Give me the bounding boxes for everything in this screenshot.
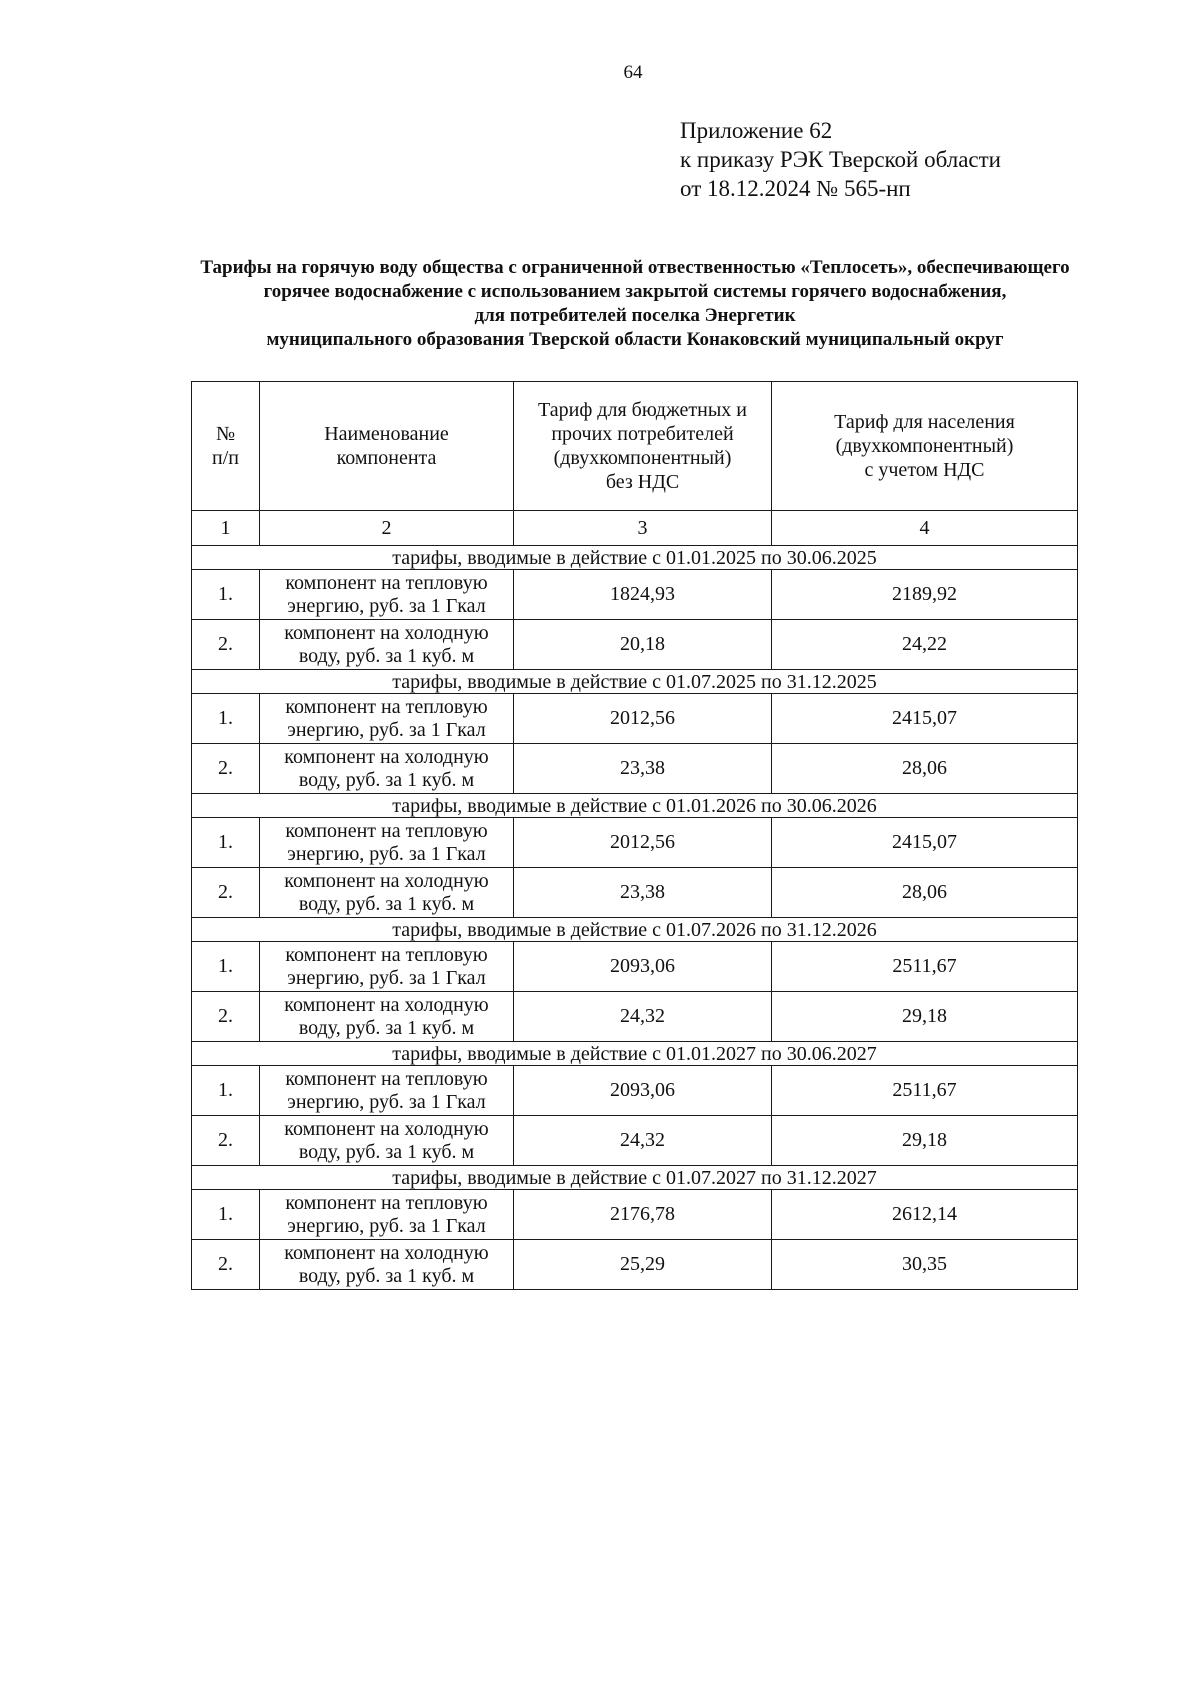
population-tariff-value: 2612,14 bbox=[772, 1190, 1078, 1240]
table-row bbox=[192, 868, 1078, 918]
period-label: тарифы, вводимые в действие с 01.07.2026 по 31.12.2026 bbox=[192, 918, 1078, 942]
component-name: компонент на холодную воду, руб. за 1 куб. м bbox=[260, 992, 514, 1042]
budget-tariff-value: 24,32 bbox=[514, 1116, 772, 1166]
population-tariff-value: 30,35 bbox=[772, 1240, 1078, 1290]
title-line: горячее водоснабжение с использованием закрытой системы горячего водоснабжения, bbox=[263, 281, 1007, 302]
component-name: компонент на холодную воду, руб. за 1 куб. м bbox=[260, 1240, 514, 1290]
budget-tariff-value: 2093,06 bbox=[514, 1066, 772, 1116]
table-row bbox=[192, 744, 1078, 794]
budget-tariff-value: 2012,56 bbox=[514, 694, 772, 744]
column-number: 1 bbox=[192, 511, 260, 546]
budget-tariff-value: 20,18 bbox=[514, 620, 772, 670]
component-name: компонент на холодную воду, руб. за 1 куб. м bbox=[260, 868, 514, 918]
table-row bbox=[192, 1240, 1078, 1290]
row-number: 1. bbox=[192, 694, 260, 744]
header-population-tariff: Тариф для населения (двухкомпонентный) с учетом НДС bbox=[772, 382, 1078, 511]
period-row bbox=[192, 918, 1078, 942]
population-tariff-value: 2189,92 bbox=[772, 570, 1078, 620]
population-tariff-value: 2511,67 bbox=[772, 1066, 1078, 1116]
row-number: 2. bbox=[192, 620, 260, 670]
table-row bbox=[192, 1190, 1078, 1240]
period-label: тарифы, вводимые в действие с 01.01.2026 по 30.06.2026 bbox=[192, 794, 1078, 818]
table-row bbox=[192, 1066, 1078, 1116]
population-tariff-value: 2511,67 bbox=[772, 942, 1078, 992]
document-title bbox=[90, 256, 1180, 352]
header-number: № п/п bbox=[192, 382, 260, 511]
row-number: 1. bbox=[192, 570, 260, 620]
population-tariff-value: 29,18 bbox=[772, 1116, 1078, 1166]
row-number: 2. bbox=[192, 1116, 260, 1166]
row-number: 1. bbox=[192, 1066, 260, 1116]
population-tariff-value: 28,06 bbox=[772, 868, 1078, 918]
component-name: компонент на холодную воду, руб. за 1 куб. м bbox=[260, 1116, 514, 1166]
tariff-table bbox=[191, 381, 1078, 1290]
row-number: 1. bbox=[192, 1190, 260, 1240]
component-name: компонент на тепловую энергию, руб. за 1 Гкал bbox=[260, 694, 514, 744]
budget-tariff-value: 2176,78 bbox=[514, 1190, 772, 1240]
period-row bbox=[192, 670, 1078, 694]
column-number: 3 bbox=[514, 511, 772, 546]
component-name: компонент на тепловую энергию, руб. за 1 Гкал bbox=[260, 570, 514, 620]
table-row bbox=[192, 620, 1078, 670]
component-name: компонент на тепловую энергию, руб. за 1 Гкал bbox=[260, 818, 514, 868]
table-row bbox=[192, 942, 1078, 992]
period-label: тарифы, вводимые в действие с 01.07.2027 по 31.12.2027 bbox=[192, 1166, 1078, 1190]
title-line: для потребителей поселка Энергетик bbox=[474, 305, 796, 326]
title-line: Тарифы на горячую воду общества с ограниченной отвественностью «Теплосеть», обеспечивающего bbox=[200, 257, 1070, 278]
table-row bbox=[192, 570, 1078, 620]
appendix-line: от 18.12.2024 № 565-нп bbox=[680, 176, 911, 201]
population-tariff-value: 29,18 bbox=[772, 992, 1078, 1042]
table-header-row bbox=[192, 382, 1078, 511]
period-label: тарифы, вводимые в действие с 01.01.2025 по 30.06.2025 bbox=[192, 546, 1078, 570]
page-number: 64 bbox=[623, 62, 643, 83]
budget-tariff-value: 23,38 bbox=[514, 744, 772, 794]
component-name: компонент на тепловую энергию, руб. за 1 Гкал bbox=[260, 1190, 514, 1240]
header-budget-tariff: Тариф для бюджетных и прочих потребителей (двухкомпонентный) без НДС bbox=[514, 382, 772, 511]
budget-tariff-value: 2093,06 bbox=[514, 942, 772, 992]
row-number: 1. bbox=[192, 818, 260, 868]
row-number: 2. bbox=[192, 868, 260, 918]
period-row bbox=[192, 794, 1078, 818]
budget-tariff-value: 1824,93 bbox=[514, 570, 772, 620]
component-name: компонент на тепловую энергию, руб. за 1 Гкал bbox=[260, 942, 514, 992]
population-tariff-value: 24,22 bbox=[772, 620, 1078, 670]
row-number: 1. bbox=[192, 942, 260, 992]
population-tariff-value: 2415,07 bbox=[772, 818, 1078, 868]
table-row bbox=[192, 992, 1078, 1042]
tariff-table-body bbox=[192, 546, 1078, 1290]
budget-tariff-value: 23,38 bbox=[514, 868, 772, 918]
period-label: тарифы, вводимые в действие с 01.07.2025 по 31.12.2025 bbox=[192, 670, 1078, 694]
component-name: компонент на тепловую энергию, руб. за 1 Гкал bbox=[260, 1066, 514, 1116]
column-number: 2 bbox=[260, 511, 514, 546]
header-component-name: Наименование компонента bbox=[260, 382, 514, 511]
period-label: тарифы, вводимые в действие с 01.01.2027 по 30.06.2027 bbox=[192, 1042, 1078, 1066]
row-number: 2. bbox=[192, 992, 260, 1042]
table-row bbox=[192, 1116, 1078, 1166]
title-line: муниципального образования Тверской области Конаковский муниципальный округ bbox=[266, 329, 1004, 350]
appendix-reference bbox=[680, 116, 1001, 203]
table-row bbox=[192, 694, 1078, 744]
population-tariff-value: 28,06 bbox=[772, 744, 1078, 794]
component-name: компонент на холодную воду, руб. за 1 куб. м bbox=[260, 744, 514, 794]
period-row bbox=[192, 1166, 1078, 1190]
period-row bbox=[192, 546, 1078, 570]
column-number: 4 bbox=[772, 511, 1078, 546]
row-number: 2. bbox=[192, 1240, 260, 1290]
column-number-row bbox=[192, 511, 1078, 546]
component-name: компонент на холодную воду, руб. за 1 куб. м bbox=[260, 620, 514, 670]
budget-tariff-value: 24,32 bbox=[514, 992, 772, 1042]
row-number: 2. bbox=[192, 744, 260, 794]
period-row bbox=[192, 1042, 1078, 1066]
budget-tariff-value: 25,29 bbox=[514, 1240, 772, 1290]
budget-tariff-value: 2012,56 bbox=[514, 818, 772, 868]
appendix-line: к приказу РЭК Тверской области bbox=[680, 147, 1001, 172]
appendix-line: Приложение 62 bbox=[680, 118, 833, 143]
population-tariff-value: 2415,07 bbox=[772, 694, 1078, 744]
table-row bbox=[192, 818, 1078, 868]
